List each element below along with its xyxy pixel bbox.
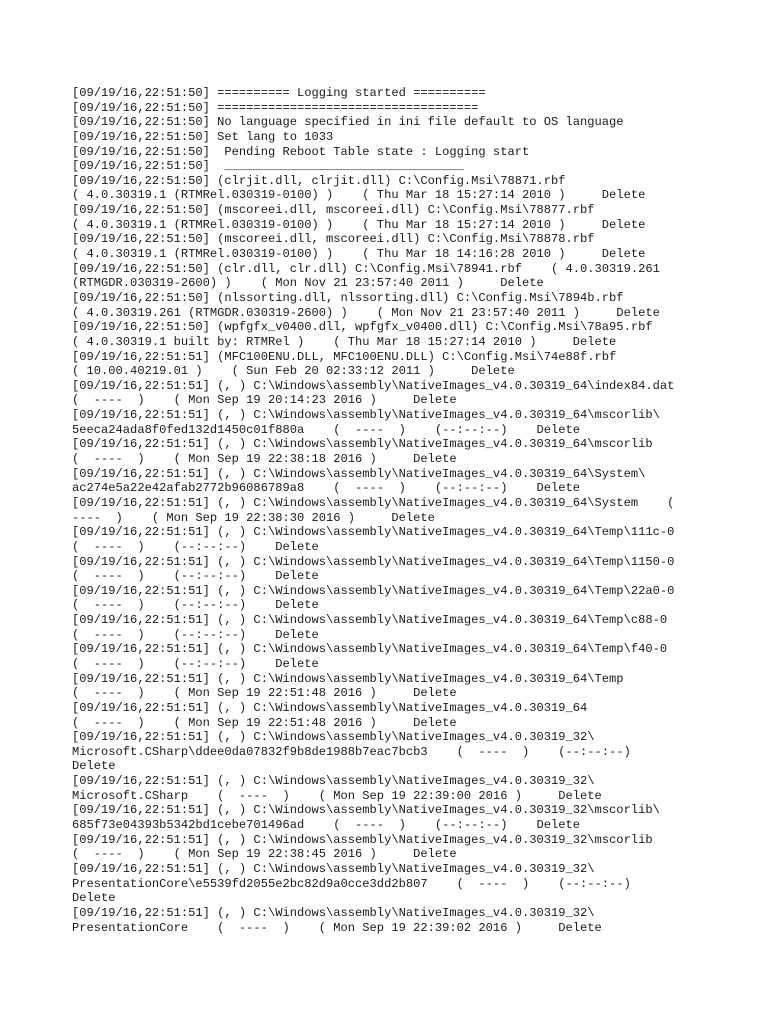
log-line: (RTMGDR.030319-2600) ) ( Mon Nov 21 23:57:40 2011 ) Delete xyxy=(72,276,544,291)
log-line: Delete xyxy=(72,891,116,906)
log-line: [09/19/16,22:51:50] (mscoreei.dll, mscoreei.dll) C:\Config.Msi\78877.rbf xyxy=(72,203,595,218)
log-line: [09/19/16,22:51:50] Pending Reboot Table state : Logging start xyxy=(72,144,530,159)
log-line: Microsoft.CSharp ( ---- ) ( Mon Sep 19 22:39:00 2016 ) Delete xyxy=(72,788,602,803)
log-line: [09/19/16,22:51:51] (, ) C:\Windows\assembly\NativeImages_v4.0.30319_64\System ( xyxy=(72,495,675,510)
log-line: [09/19/16,22:51:51] (, ) C:\Windows\assembly\NativeImages_v4.0.30319_32\mscorlib xyxy=(72,832,653,847)
log-line: ac274e5a22e42afab2772b96086789a8 ( ---- ) (--:--:--) Delete xyxy=(72,481,581,496)
log-line: [09/19/16,22:51:51] (, ) C:\Windows\assembly\NativeImages_v4.0.30319_32\ xyxy=(72,730,595,745)
log-line: [09/19/16,22:51:51] (, ) C:\Windows\assembly\NativeImages_v4.0.30319_64\Temp xyxy=(72,671,624,686)
log-line: [09/19/16,22:51:51] (, ) C:\Windows\assembly\NativeImages_v4.0.30319_32\ xyxy=(72,774,595,789)
log-line: ---- ) ( Mon Sep 19 22:38:30 2016 ) Delete xyxy=(72,510,435,525)
log-line: [09/19/16,22:51:51] (MFC100ENU.DLL, MFC100ENU.DLL) C:\Config.Msi\74e88f.rbf xyxy=(72,349,617,364)
log-line: [09/19/16,22:51:51] (, ) C:\Windows\assembly\NativeImages_v4.0.30319_64\System\ xyxy=(72,466,646,481)
log-line: [09/19/16,22:51:51] (, ) C:\Windows\assembly\NativeImages_v4.0.30319_64\Temp\f40-0 xyxy=(72,642,668,657)
log-line: [09/19/16,22:51:50] (mscoreei.dll, mscoreei.dll) C:\Config.Msi\78878.rbf xyxy=(72,232,595,247)
log-line: ( ---- ) (--:--:--) Delete xyxy=(72,656,319,671)
log-line: ( ---- ) (--:--:--) Delete xyxy=(72,539,319,554)
log-line: ( ---- ) ( Mon Sep 19 22:51:48 2016 ) Delete xyxy=(72,715,457,730)
log-line: ( ---- ) ( Mon Sep 19 22:38:45 2016 ) Delete xyxy=(72,847,457,862)
log-line: [09/19/16,22:51:51] (, ) C:\Windows\assembly\NativeImages_v4.0.30319_64\Temp\c88-0 xyxy=(72,613,668,628)
log-line: ( ---- ) ( Mon Sep 19 20:14:23 2016 ) Delete xyxy=(72,393,457,408)
log-line: ( ---- ) (--:--:--) Delete xyxy=(72,569,319,584)
log-line: [09/19/16,22:51:50] Set lang to 1033 xyxy=(72,129,334,144)
log-line: ( 10.00.40219.01 ) ( Sun Feb 20 02:33:12 2011 ) Delete xyxy=(72,364,515,379)
log-line: [09/19/16,22:51:50] No language specified in ini file default to OS language xyxy=(72,115,624,130)
log-line: ( ---- ) ( Mon Sep 19 22:51:48 2016 ) Delete xyxy=(72,686,457,701)
log-line: ( ---- ) (--:--:--) Delete xyxy=(72,627,319,642)
log-line: [09/19/16,22:51:51] (, ) C:\Windows\assembly\NativeImages_v4.0.30319_64\Temp\111c-0 xyxy=(72,525,675,540)
log-line: [09/19/16,22:51:51] (, ) C:\Windows\assembly\NativeImages_v4.0.30319_64\Temp\1150-0 xyxy=(72,554,675,569)
log-line: ( 4.0.30319.1 (RTMRel.030319-0100) ) ( Thu Mar 18 15:27:14 2010 ) Delete xyxy=(72,188,646,203)
log-line: [09/19/16,22:51:51] (, ) C:\Windows\assembly\NativeImages_v4.0.30319_32\mscorlib\ xyxy=(72,803,660,818)
log-line: [09/19/16,22:51:51] (, ) C:\Windows\assembly\NativeImages_v4.0.30319_64\Temp\22a0-0 xyxy=(72,583,675,598)
log-line: [09/19/16,22:51:50] (nlssorting.dll, nlssorting.dll) C:\Config.Msi\7894b.rbf xyxy=(72,290,624,305)
log-line: ( 4.0.30319.1 (RTMRel.030319-0100) ) ( Thu Mar 18 14:16:28 2010 ) Delete xyxy=(72,247,646,262)
log-line: [09/19/16,22:51:51] (, ) C:\Windows\assembly\NativeImages_v4.0.30319_64\mscorlib\ xyxy=(72,408,660,423)
log-line: ( 4.0.30319.1 (RTMRel.030319-0100) ) ( Thu Mar 18 15:27:14 2010 ) Delete xyxy=(72,217,646,232)
log-line: PresentationCore ( ---- ) ( Mon Sep 19 22:39:02 2016 ) Delete xyxy=(72,920,602,935)
log-line: [09/19/16,22:51:51] (, ) C:\Windows\assembly\NativeImages_v4.0.30319_64 xyxy=(72,700,588,715)
log-line: [09/19/16,22:51:50] ==================================== xyxy=(72,100,479,115)
log-line: Delete xyxy=(72,759,116,774)
log-line: [09/19/16,22:51:51] (, ) C:\Windows\assembly\NativeImages_v4.0.30319_32\ xyxy=(72,905,595,920)
log-line: PresentationCore\e5539fd2055e2bc82d9a0cce3dd2b807 ( ---- ) (--:--:--) xyxy=(72,876,631,891)
log-line: ( 4.0.30319.1 built by: RTMRel ) ( Thu Mar 18 15:27:14 2010 ) Delete xyxy=(72,334,617,349)
log-text-block xyxy=(72,86,712,935)
log-line: [09/19/16,22:51:51] (, ) C:\Windows\assembly\NativeImages_v4.0.30319_64\index84.dat xyxy=(72,378,675,393)
log-line: ( 4.0.30319.261 (RTMGDR.030319-2600) ) ( Mon Nov 21 23:57:40 2011 ) Delete xyxy=(72,305,660,320)
log-line: [09/19/16,22:51:50] (wpfgfx_v0400.dll, wpfgfx_v0400.dll) C:\Config.Msi\78a95.rbf xyxy=(72,320,653,335)
log-line: ( ---- ) (--:--:--) Delete xyxy=(72,598,319,613)
log-line: [09/19/16,22:51:50] _________________________________ xyxy=(72,159,464,174)
log-line: ( ---- ) ( Mon Sep 19 22:38:18 2016 ) Delete xyxy=(72,452,457,467)
log-line: Microsoft.CSharp\ddee0da07832f9b8de1988b7eac7bcb3 ( ---- ) (--:--:--) xyxy=(72,744,631,759)
log-line: [09/19/16,22:51:50] (clr.dll, clr.dll) C:\Config.Msi\78941.rbf ( 4.0.30319.261 xyxy=(72,261,660,276)
log-line: [09/19/16,22:51:50] (clrjit.dll, clrjit.dll) C:\Config.Msi\78871.rbf xyxy=(72,173,566,188)
log-line: 685f73e04393b5342bd1cebe701496ad ( ---- ) (--:--:--) Delete xyxy=(72,818,581,833)
log-line: [09/19/16,22:51:51] (, ) C:\Windows\assembly\NativeImages_v4.0.30319_64\mscorlib xyxy=(72,437,653,452)
log-line: 5eeca24ada8f0fed132d1450c01f880a ( ---- ) (--:--:--) Delete xyxy=(72,422,581,437)
log-line: [09/19/16,22:51:50] ========== Logging started ========== xyxy=(72,86,486,100)
log-line: [09/19/16,22:51:51] (, ) C:\Windows\assembly\NativeImages_v4.0.30319_32\ xyxy=(72,861,595,876)
